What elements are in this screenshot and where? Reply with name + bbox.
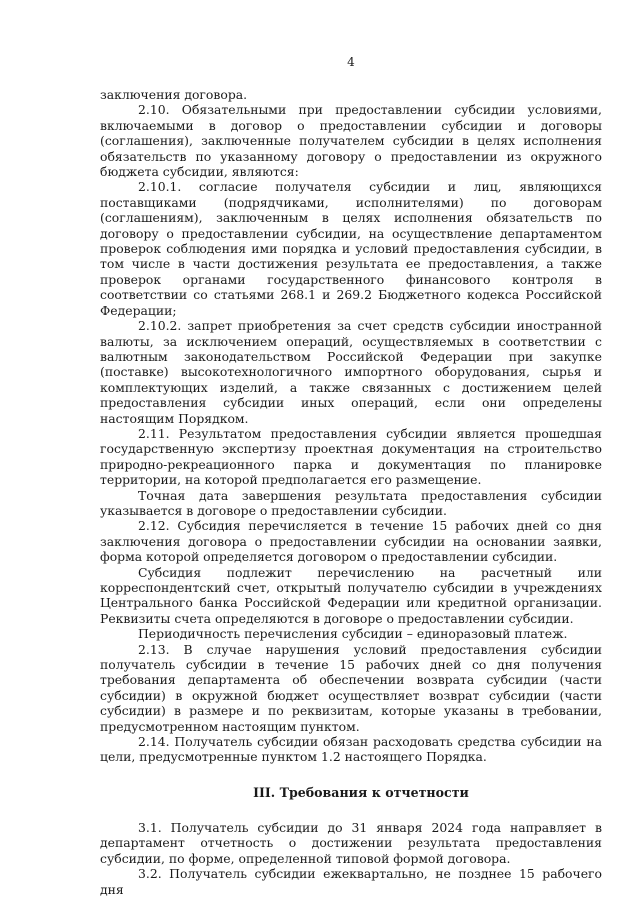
paragraph: Субсидия подлежит перечислению на расчетный или корреспондентский счет, открытый получателю субсидии в учреждениях Центрального банка Российской Федерации или кредитной организации. Реквизиты счета определяются в договоре о предоставлении субсидии. xyxy=(100,564,602,626)
paragraph-2-12: 2.12. Субсидия перечисляется в течение 15 рабочих дней со дня заключения договора о предоставлении субсидии на основании заявки, форма которой определяется договором о предоставлении субсидии. xyxy=(100,518,602,565)
section-title: III. Требования к отчетности xyxy=(253,784,469,800)
paragraph: Периодичность перечисления субсидии – единоразовый платеж. xyxy=(138,626,568,642)
paragraph: Точная дата завершения результата предоставления субсидии указывается в договоре о предоставлении субсидии. xyxy=(100,487,602,518)
paragraph-2-14: 2.14. Получатель субсидии обязан расходовать средства субсидии на цели, предусмотренные пунктом 1.2 настоящего Порядка. xyxy=(100,734,602,765)
paragraph-2-10-2: 2.10.2. запрет приобретения за счет средств субсидии иностранной валюты, за исключением операций, осуществляемых в соответствии с валютным законодательством Российской Федерации при закупке (поставке) высокотехнологичного импортного оборудования, сырья и комплектующих изделий, а также связанных с достижением целей предоставления субсидии иных операций, если они определены настоящим Порядком. xyxy=(100,318,602,426)
paragraph-3-1: 3.1. Получатель субсидии до 31 января 2024 года направляет в департамент отчетность о достижении результата предоставления субсидии, по форме, определенной типовой формой договора. xyxy=(100,819,602,866)
paragraph-2-10-1: 2.10.1. согласие получателя субсидии и лиц, являющихся поставщиками (подрядчиками, исполнителями) по договорам (соглашениям), заключенным в целях исполнения обязательств по договору о предоставлении субсидии, на осуществление департаментом проверок соблюдения ими порядка и условий предоставления субсидии, в том числе в части достижения результата ее предоставления, а также проверок органами государственного финансового контроля в соответствии со статьями 268.1 и 269.2 Бюджетного кодекса Российской Федерации; xyxy=(100,179,602,318)
paragraph-2-10: 2.10. Обязательными при предоставлении субсидии условиями, включаемыми в договор о предоставлении субсидии и договоры (соглашения), заключенные получателем субсидии в целях исполнения обязательств по указанному договору о предоставлении из окружного бюджета субсидии, являются: xyxy=(100,102,602,180)
paragraph-3-2: 3.2. Получатель субсидии ежеквартально, не позднее 15 рабочего дня xyxy=(100,866,602,897)
page-number: 4 xyxy=(347,55,355,69)
paragraph-2-13: 2.13. В случае нарушения условий предоставления субсидии получатель субсидии в течение 15 рабочих дней со дня получения требования департамента об обеспечении возврата субсидии (части субсидии) в окружной бюджет осуществляет возврат субсидии (части субсидии) в размере и по реквизитам, которые указаны в требовании, предусмотренном настоящим пунктом. xyxy=(100,641,602,734)
paragraph: заключения договора. xyxy=(100,87,248,102)
paragraph-2-11: 2.11. Результатом предоставления субсидии является прошедшая государственную экспертизу проектная документация на строительство природно-рекреационного парка и документация по планировке территории, на которой предполагается его размещение. xyxy=(100,425,602,488)
